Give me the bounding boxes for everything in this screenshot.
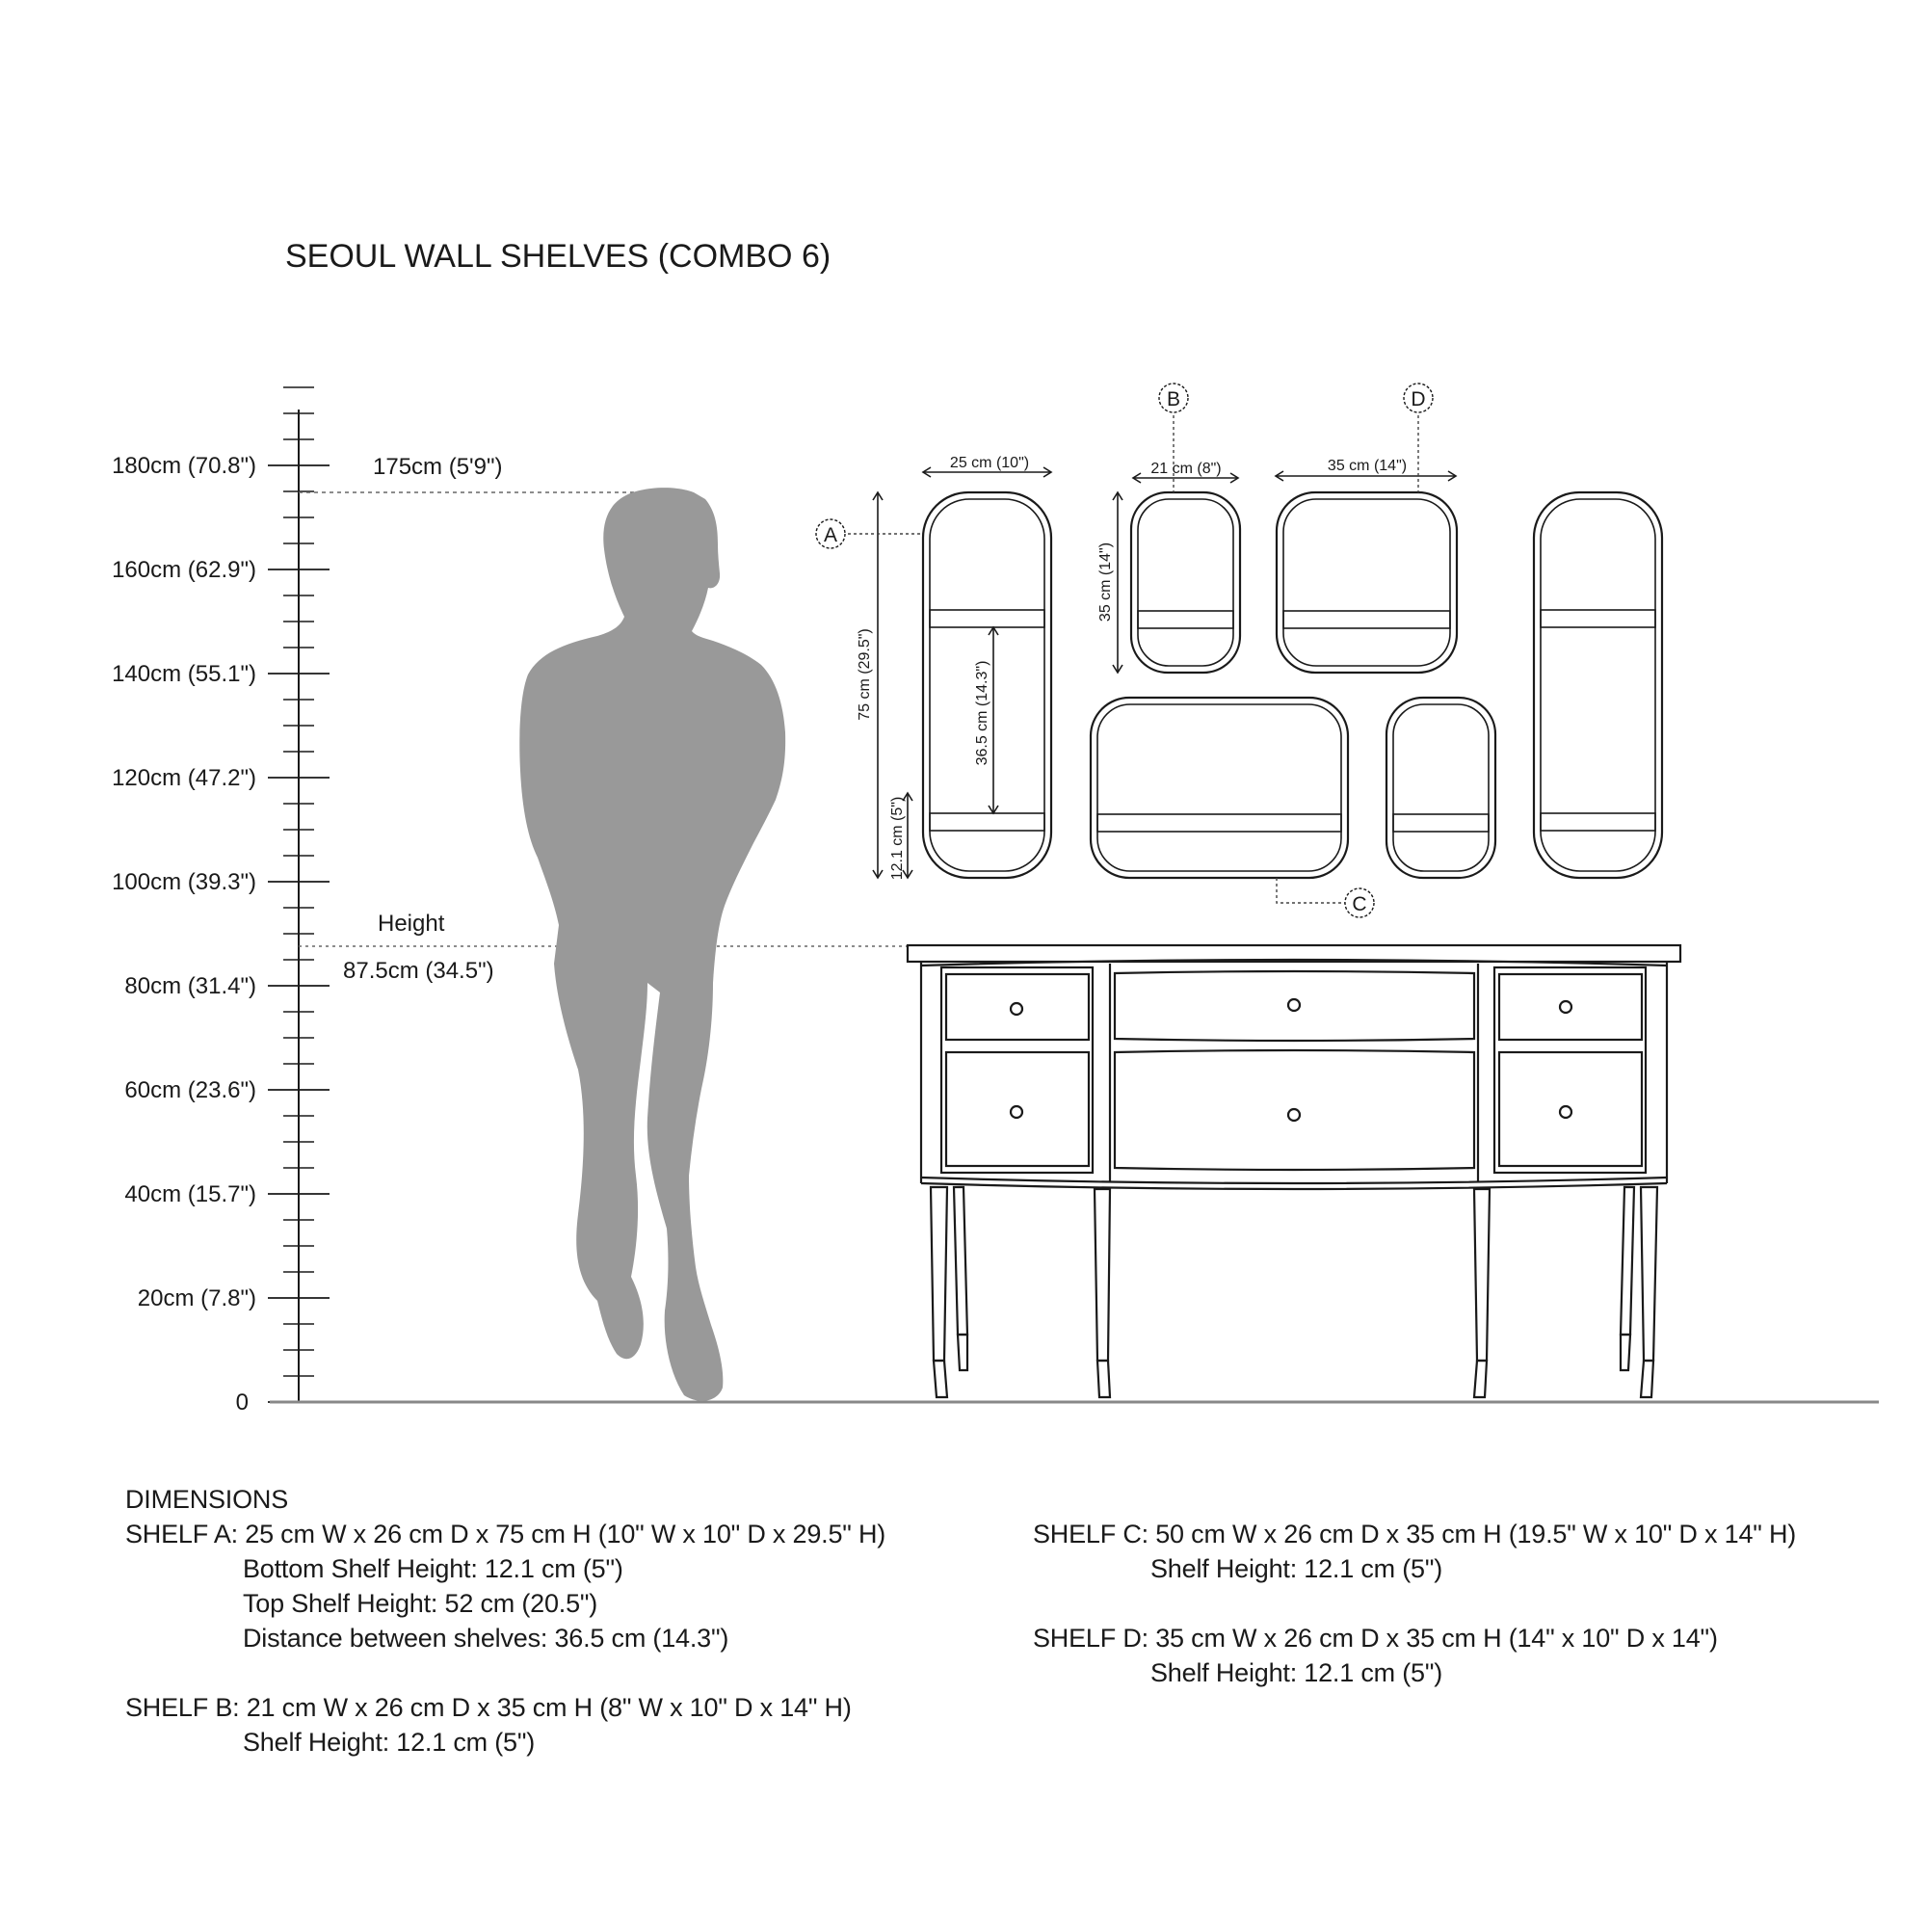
- shelf-a-bottom-board: [930, 813, 1044, 831]
- shelf-d-top: [1277, 492, 1457, 673]
- scale-label: 160cm (62.9"): [112, 557, 256, 583]
- leg-3-foot: [1097, 1361, 1110, 1397]
- dimensions-heading: DIMENSIONS: [125, 1485, 289, 1514]
- leg-5: [1621, 1187, 1634, 1335]
- dim-a-width-label: 25 cm (10"): [949, 455, 1030, 471]
- person-silhouette: [519, 488, 785, 1401]
- leader-lines: [848, 415, 1418, 903]
- knob-bottom-center: [1288, 1109, 1300, 1121]
- console-stile-right: [1494, 967, 1646, 1173]
- scale-label: 20cm (7.8"): [137, 1285, 256, 1311]
- drawer-bottom-left[interactable]: [946, 1052, 1089, 1166]
- leg-3: [1095, 1189, 1110, 1361]
- scale-label: 120cm (47.2"): [112, 765, 256, 791]
- shelf-b-lower: [1386, 698, 1495, 878]
- wall-shelves: [923, 492, 1662, 878]
- leg-2-foot: [958, 1335, 967, 1370]
- marker-a-label: A: [823, 524, 838, 546]
- page-title: SEOUL WALL SHELVES (COMBO 6): [285, 238, 832, 275]
- scale-label: 60cm (23.6"): [124, 1077, 256, 1103]
- scale-label: 100cm (39.3"): [112, 869, 256, 895]
- shelf-a-spec-line: Bottom Shelf Height: 12.1 cm (5"): [243, 1554, 623, 1583]
- dim-b-width-label: 21 cm (8"): [1150, 461, 1222, 477]
- shelf-b: [1131, 492, 1240, 673]
- scale-labels: [112, 453, 256, 1416]
- drawer-top-center[interactable]: [1115, 971, 1474, 1041]
- shelf-d-spec-line: Shelf Height: 12.1 cm (5"): [1150, 1658, 1443, 1687]
- drawer-top-left[interactable]: [946, 974, 1089, 1040]
- dimensions-left-column: [125, 1482, 885, 1760]
- scale-label: 140cm (55.1"): [112, 661, 256, 687]
- scale-label: 80cm (31.4"): [124, 973, 256, 999]
- shelf-a-spec-line: Top Shelf Height: 52 cm (20.5"): [243, 1589, 598, 1618]
- scale-label: 180cm (70.8"): [112, 453, 256, 479]
- dim-b-height-label: 35 cm (14"): [1097, 542, 1114, 622]
- leg-6: [1641, 1187, 1657, 1361]
- shelf-c: [1091, 698, 1348, 878]
- shelf-a-spec-line: Distance between shelves: 36.5 cm (14.3"): [243, 1624, 729, 1653]
- dim-d-width-label: 35 cm (14"): [1327, 458, 1408, 474]
- dimensions-right-column: [1033, 1517, 1796, 1690]
- console-table: [908, 945, 1680, 1397]
- shelf-c-board: [1097, 814, 1341, 832]
- knob-bottom-right: [1560, 1106, 1571, 1118]
- leg-4: [1474, 1189, 1490, 1361]
- console-height-label: 87.5cm (34.5"): [343, 958, 494, 984]
- leg-2: [954, 1187, 967, 1335]
- knob-bottom-left: [1011, 1106, 1022, 1118]
- shelf-d-board: [1283, 611, 1450, 628]
- leg-6-foot: [1641, 1361, 1653, 1397]
- shelf-b-board: [1138, 611, 1233, 628]
- shelf-a-spec: SHELF A: 25 cm W x 26 cm D x 75 cm H (10" W x 10" D x 29.5" H): [125, 1520, 886, 1548]
- shelf-b-spec-line: Shelf Height: 12.1 cm (5"): [243, 1728, 536, 1757]
- scale-label: 0: [235, 1389, 249, 1416]
- dim-a-between-label: 36.5 cm (14.3"): [974, 660, 990, 766]
- console-apron-inner: [921, 1178, 1667, 1183]
- console-height-caption: Height: [378, 911, 445, 937]
- marker-b-label: B: [1166, 388, 1181, 410]
- dim-a-bottom-label: 12.1 cm (5"): [889, 796, 906, 881]
- shelf-a-top-board: [930, 610, 1044, 627]
- marker-c-label: C: [1352, 893, 1367, 915]
- marker-d-label: D: [1411, 388, 1426, 410]
- leg-1: [931, 1187, 947, 1361]
- shelf-c-spec-line: Shelf Height: 12.1 cm (5"): [1150, 1554, 1443, 1583]
- knob-top-right: [1560, 1001, 1571, 1013]
- height-scale: [112, 387, 330, 1416]
- knob-top-left: [1011, 1003, 1022, 1015]
- scale-label: 40cm (15.7"): [124, 1181, 256, 1207]
- shelf-c-spec: SHELF C: 50 cm W x 26 cm D x 35 cm H (19.5" W x 10" D x 14" H): [1033, 1520, 1797, 1548]
- person-height-label: 175cm (5'9"): [373, 454, 503, 480]
- leg-5-foot: [1621, 1335, 1630, 1370]
- shelf-a-right: [1534, 492, 1662, 878]
- leg-1-foot: [934, 1361, 947, 1397]
- shelf-b-spec: SHELF B: 21 cm W x 26 cm D x 35 cm H (8" W x 10" D x 14" H): [125, 1693, 852, 1722]
- leg-4-foot: [1474, 1361, 1487, 1397]
- dim-a-height-label: 75 cm (29.5"): [857, 628, 873, 721]
- shelf-d-spec: SHELF D: 35 cm W x 26 cm D x 35 cm H (14" x 10" D x 14"): [1033, 1624, 1718, 1653]
- console-stile-left: [941, 967, 1093, 1173]
- knob-top-center: [1288, 999, 1300, 1011]
